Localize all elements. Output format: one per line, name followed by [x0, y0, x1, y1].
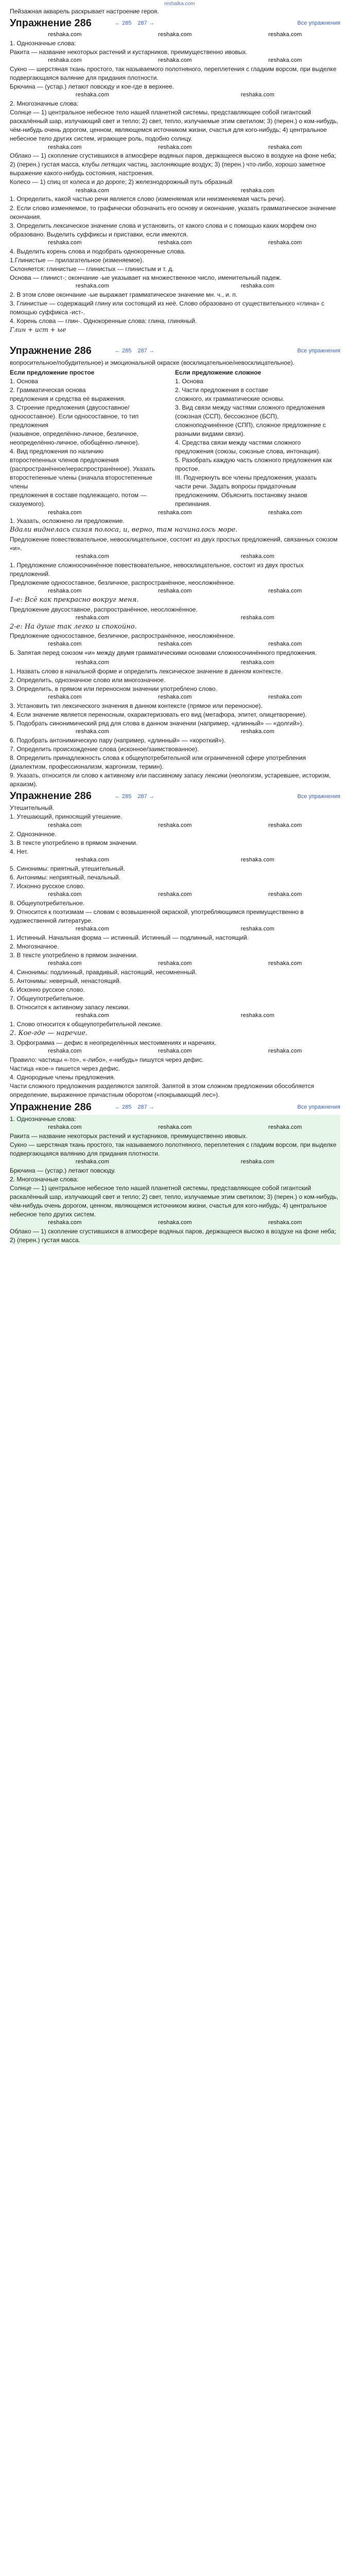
- watermark-text: reshaka.com: [240, 856, 275, 863]
- watermark-text: reshaka.com: [48, 588, 82, 595]
- watermark-row: [10, 587, 340, 596]
- watermark-text: reshaka.com: [240, 553, 275, 560]
- watermark-text: reshaka.com: [48, 1047, 82, 1054]
- watermark-text: reshaka.com: [240, 925, 275, 932]
- plan-item: 1. Основа: [175, 377, 203, 385]
- text-line: Сукно — шерстяная ткань простого, так называемого полотняного, переплетения с гладким ворсом, при выделке подвергающаяся валянию для придания плотности.: [10, 1141, 337, 1157]
- watermark-text: reshaka.com: [240, 1012, 275, 1019]
- plan-item: 4. Средства связи между частями сложного предложения (союзы, союзные слова, интонация).: [175, 439, 321, 455]
- text-line: 3. Глинистые — содержащий глину или состоящий из неё. Слово образовано от существительного «глина» с помощью суффикса -ист-.: [10, 299, 324, 316]
- exercise-block-4: [10, 1101, 340, 1245]
- watermark-text: reshaka.com: [240, 728, 275, 735]
- nav-group: [113, 1103, 156, 1112]
- plan-item: III. Подчеркнуть все члены предложения, указать части речи. Задать вопросы придаточным предложениям. Объяснить постановку знаков препинания.: [175, 474, 317, 508]
- watermark-text: reshaka.com: [268, 1219, 302, 1226]
- watermark-text: reshaka.com: [268, 960, 302, 967]
- watermark-row: [10, 693, 340, 702]
- document-page: [8, 0, 342, 1245]
- text-line: 4. Однородные члены предложения.: [10, 1073, 115, 1081]
- all-exercises-link[interactable]: Все упражнения: [297, 348, 340, 354]
- prev-exercise-button[interactable]: ← 285: [115, 20, 132, 27]
- watermark-row: [10, 1012, 340, 1020]
- text-line: 6. Подобрать антонимическую пару (например, «длинный» — «короткий»).: [10, 737, 226, 744]
- watermark-text: reshaka.com: [268, 891, 302, 897]
- text-line: Ракита — название некоторых растений и кустарников, преимущественно ивовых.: [10, 1132, 248, 1140]
- watermark-text: reshaka.com: [158, 641, 192, 648]
- nav-group: [113, 19, 156, 28]
- watermark-text: reshaka.com: [158, 239, 192, 246]
- watermark-text: reshaka.com: [75, 659, 110, 666]
- watermark-text: reshaka.com: [48, 1124, 82, 1130]
- plan-item: сложного, их грамматические основы.: [175, 395, 285, 403]
- watermark-row: [10, 31, 340, 39]
- text-line: Облако — 1) скопление сгустившихся в атмосфере водяных паров, держащееся высоко в воздухе на фоне неба; 2) (перен.) густая масса, клубы летящих частиц, заслоняющие воздух; 3) (перен.) что-либо, хорошо заметное выражение какого-нибудь состояния, настроения.: [10, 152, 336, 177]
- prev-exercise-button[interactable]: ← 285: [115, 348, 132, 354]
- text-line: 3. В тексте употреблено в прямом значении.: [10, 951, 138, 959]
- watermark-text: reshaka.com: [240, 187, 275, 194]
- text-line: Предложение односоставное, безличное, распространённое, неосложнённое.: [10, 632, 235, 640]
- watermark-row: [10, 659, 340, 667]
- watermark-text: reshaka.com: [268, 1124, 302, 1130]
- text-line: 2. Многозначные слова:: [10, 100, 79, 108]
- exercise-title: Упражнение 286: [10, 1101, 92, 1113]
- watermark-row: [10, 1124, 340, 1132]
- text-line: 5. Синонимы: приятный, утешительный.: [10, 865, 125, 872]
- sentence-part: 2-е: На душе так легко и спокойно.: [10, 622, 137, 631]
- watermark-text: reshaka.com: [75, 614, 110, 621]
- plan-item: 3. Строение предложения (двусоставное/односоставное). Если односоставное, то тип предложения: [10, 404, 139, 429]
- watermark-row: [10, 891, 340, 899]
- watermark-text: reshaka.com: [158, 1219, 192, 1226]
- watermark-text: reshaka.com: [75, 728, 110, 735]
- text-line: 4. Синонимы: подлинный, правдивый, настоящий, несомненный.: [10, 968, 197, 976]
- text-line: Колесо — 1) спиц от колеса и до дороге; 2) железнодорожный путь образный: [10, 178, 233, 186]
- watermark-row: [10, 1158, 340, 1166]
- watermark-text: reshaka.com: [48, 641, 82, 648]
- prev-exercise-button[interactable]: ← 285: [115, 1104, 132, 1110]
- watermark-text: reshaka.com: [48, 960, 82, 967]
- watermark-text: reshaka.com: [158, 57, 192, 64]
- text-line: 7. Общеупотребительное.: [10, 994, 85, 1002]
- next-exercise-button[interactable]: 287 →: [137, 1104, 154, 1110]
- watermark-text: reshaka.com: [268, 588, 302, 595]
- text-line: 7. Определить происхождение слова (исконное/заимствованное).: [10, 745, 199, 753]
- watermark-text: reshaka.com: [158, 509, 192, 516]
- watermark-text: reshaka.com: [158, 144, 192, 150]
- text-line: 4. Выделить корень слова и подобрать однокоренные слова.: [10, 247, 186, 255]
- exercise-block-2: [10, 345, 340, 657]
- exercise-title: Упражнение 286: [10, 18, 92, 29]
- watermark-text: reshaka.com: [48, 239, 82, 246]
- text-line: Солнце — 1) центральное небесное тело нашей планетной системы, представляющее собой гигантский раскалённый шар, излучающий свет и тепло; 2) свет, тепло, излучаемые этим светилом; 3) (перен.) о ком-нибудь, чём-нибудь очень дорогом, ценном, являющемся источником жизни, счастья для кого-нибудь; 4) центральное небесное тело других систем, играющее роль, подобно солнцу.: [10, 109, 339, 143]
- next-exercise-button[interactable]: 287 →: [137, 20, 154, 27]
- all-exercises-link[interactable]: Все упражнения: [297, 793, 340, 800]
- text-line: 8. Относится к активному запасу лексики.: [10, 1004, 130, 1011]
- watermark-row: [10, 1047, 340, 1056]
- watermark-text: reshaka.com: [268, 57, 302, 64]
- watermark-row: [10, 57, 340, 65]
- text-line: 3. Орфограмма — дефис в неопределённых местоимениях и наречиях.: [10, 1039, 217, 1046]
- right-column: [175, 377, 340, 509]
- text-line: 6. Антонимы: неприятный, печальный.: [10, 873, 120, 881]
- text-line: Предложение двусоставное, распространённое, неосложнённое.: [10, 605, 198, 613]
- watermark-text: reshaka.com: [240, 1159, 275, 1165]
- watermark-text: reshaka.com: [240, 614, 275, 621]
- plan-item: 2. Части предложения в составе: [175, 386, 269, 394]
- watermark-text: reshaka.com: [48, 509, 82, 516]
- watermark-text: reshaka.com: [268, 694, 302, 701]
- watermark-text: reshaka.com: [75, 856, 110, 863]
- intro-line: Пейзажная акварель раскрывает настроение героя.: [10, 8, 159, 15]
- text-line: 4. Если значение является переносным, охарактеризовать его вид (метафора, эпитет, олицетворение).: [10, 711, 307, 719]
- exercise-title: Упражнение 286: [10, 790, 92, 802]
- exercise-title: Упражнение 286: [10, 345, 92, 357]
- watermark-text: reshaka.com: [158, 694, 192, 701]
- watermark-text: reshaka.com: [158, 1047, 192, 1054]
- text-line: 3. Установить тип лексического значения в данном контексте (прямое или переносное).: [10, 702, 262, 710]
- text-line: Основа — глинист-; окончание -ые указывает на множественное число, именительный падеж.: [10, 274, 282, 281]
- text-line: 6. Исконно русское слово.: [10, 986, 85, 993]
- watermark-row: [10, 614, 340, 622]
- text-line: Ракита — название некоторых растений и кустарников, преимущественно ивовых.: [10, 48, 248, 56]
- top-bar: [10, 0, 340, 7]
- text-line: Склоняется: глинистые — глинистых — глинистым и т. д.: [10, 265, 174, 273]
- text-line: 9. Указать, относится ли слово к активному или пассивному запасу лексики (неологизм, устаревшее, историзм, архаизм).: [10, 772, 331, 788]
- watermark-text: reshaka.com: [158, 822, 192, 828]
- watermark-text: reshaka.com: [75, 187, 110, 194]
- text-line: 1. Однозначные слова:: [10, 40, 76, 47]
- watermark-text: reshaka.com: [268, 641, 302, 648]
- text-line: 1. Предложение сложносочинённое повествовательное, невосклицательное, состоит из двух простых предложений.: [10, 561, 304, 578]
- plan-item: предложения в составе подлежащего, потом — сказуемого).: [10, 492, 147, 508]
- text-line: Б. Запятая перед союзом «и» между двумя грамматическими основами сложносочинённого предложения.: [10, 649, 317, 657]
- watermark-text: reshaka.com: [48, 144, 82, 150]
- word-schema: Глин + ист + ые: [10, 326, 66, 333]
- watermark-text: reshaka.com: [75, 1012, 110, 1019]
- nav-group: [113, 792, 156, 802]
- text-line: Утешительный.: [10, 804, 55, 812]
- nav-group: [113, 347, 156, 356]
- watermark-row: [10, 1219, 340, 1227]
- plan-item: 3. Вид связи между частями сложного предложения (союзная (ССП), бессоюзное (БСП), сложноподчинённое (СПП), сложное предложение с разными видами связи).: [175, 404, 326, 438]
- text-line: Предложение односоставное, безличное, распространённое, неосложнённое.: [10, 579, 235, 587]
- text-line: Правило: частицы «-то», «-либо», «-нибудь» пишутся через дефис.: [10, 1056, 204, 1063]
- site-link[interactable]: reshalka.com: [164, 1, 195, 7]
- text-line: 2. Если слово изменяемое, то графически обозначить его основу и окончание, указать грамматическое значение окончания.: [10, 204, 336, 221]
- watermark-text: reshaka.com: [158, 1124, 192, 1130]
- watermark-row: [10, 143, 340, 151]
- text-line: 5. Антонимы: неверный, ненастоящий.: [10, 977, 121, 985]
- text-line: 7. Исконно русское слово.: [10, 882, 85, 890]
- plan-item: (назывное, определённо-личное, безличное, неопределённо-личное, обобщённо-личное).: [10, 430, 139, 447]
- watermark-text: reshaka.com: [240, 92, 275, 98]
- text-line: 2. В этом слове окончание -ые выражает грамматическое значение мн. ч., и. п.: [10, 291, 238, 298]
- watermark-row: [10, 187, 340, 195]
- text-line: 3. В тексте употреблено в прямом значении.: [10, 839, 138, 846]
- watermark-text: reshaka.com: [75, 553, 110, 560]
- watermark-row: [10, 640, 340, 649]
- watermark-text: reshaka.com: [158, 31, 192, 38]
- text-line: Предложение повествовательное, невосклицательное, состоит из двух простых предложений, связанных союзом «и».: [10, 535, 338, 552]
- plan-item: 1. Основа: [10, 377, 38, 385]
- watermark-text: reshaka.com: [75, 925, 110, 932]
- text-line: 1. Назвать слово в начальной форме и определить лексическое значение в данном контексте.: [10, 668, 283, 675]
- watermark-row: [10, 822, 340, 830]
- watermark-row: [10, 91, 340, 99]
- text-line: 2. Многозначные слова:: [10, 1175, 79, 1183]
- header-right: Если предложение сложное: [175, 368, 261, 376]
- text-line: 5. Подобрать синонимический ряд для слова в данном значении (например, «длинный» — «долгий»).: [10, 720, 304, 727]
- text-line: 1.Глинистые — прилагательное (изменяемое).: [10, 256, 144, 264]
- word-form: 2. Кое-где — наречие.: [10, 1029, 87, 1038]
- text-line: Облако — 1) скопление сгустившихся в атмосфере водяных паров, держащееся высоко в воздухе на фоне неба; 2) (перен.) густая масса.: [10, 1228, 336, 1244]
- watermark-row: [10, 856, 340, 865]
- watermark-text: reshaka.com: [75, 92, 110, 98]
- text-line: 1. Определить, какой частью речи является слово (изменяемая или неизменяемая часть речи).: [10, 195, 286, 203]
- watermark-text: reshaka.com: [268, 1047, 302, 1054]
- watermark-row: [10, 282, 340, 291]
- watermark-text: reshaka.com: [75, 1159, 110, 1165]
- watermark-text: reshaka.com: [268, 509, 302, 516]
- text-line: Сукно — шерстяная ткань простого, так называемого полотняного, переплетения с гладким ворсом, при выделке подвергающаяся валяние для придания плотности.: [10, 65, 337, 82]
- text-line: 1. Указать, осложнено ли предложение.: [10, 517, 125, 525]
- all-exercises-link[interactable]: Все упражнения: [297, 20, 340, 27]
- watermark-text: reshaka.com: [48, 891, 82, 897]
- text-line: Брючина — (устар.) летают повсюду.: [10, 1166, 116, 1174]
- watermark-text: reshaka.com: [48, 694, 82, 701]
- text-line: 1. Однозначные слова:: [10, 1115, 76, 1123]
- exercise-block-1: [10, 7, 340, 343]
- watermark-text: reshaka.com: [48, 57, 82, 64]
- watermark-text: reshaka.com: [268, 144, 302, 150]
- plan-item: второстепенных членов предложения (распространённое/нераспространённое). Указать второстепенные члены (значала второстепенные члены: [10, 456, 155, 490]
- text-line: 4. Корень слова — глин-. Однокоренные слова: глина, глиняный.: [10, 317, 197, 325]
- plan-item: предложения и средства её выражения.: [10, 395, 126, 403]
- watermark-row: [10, 509, 340, 517]
- text-line: Частица «кое-» пишется через дефис.: [10, 1064, 120, 1072]
- watermark-row: [10, 925, 340, 934]
- watermark-text: reshaka.com: [158, 891, 192, 897]
- text-line: 9. Относится к поэтизмам — словам с возвышенной окраской, употребляющимся преимущественно в художественной литературе.: [10, 908, 304, 924]
- plan-item: 5. Разобрать каждую часть сложного предложения как простое.: [175, 456, 332, 473]
- text-line: 8. Общеупотребительное.: [10, 899, 85, 907]
- text-line: 3. Определить лексическое значение слова и установить, от какого слова и с помощью каких морфем оно образовано. Выделить суффиксы и приставки, если имеются.: [10, 222, 317, 238]
- text-line: Брючина — (устар.) летают повсюду и кое-где в верхнее.: [10, 83, 174, 91]
- two-column-plan: [10, 377, 340, 509]
- prev-exercise-button[interactable]: ← 285: [115, 793, 132, 800]
- highlighted-answer: [10, 1115, 340, 1245]
- text-line: [10, 334, 340, 343]
- plan-item: 4. Вид предложения по наличию: [10, 448, 103, 455]
- exercise-block-3: [10, 659, 340, 1099]
- text-line: 1. Слово относится к общеупотребительной лексике.: [10, 1021, 163, 1028]
- header-left: Если предложение простое: [10, 368, 95, 376]
- watermark-text: reshaka.com: [48, 1219, 82, 1226]
- text-line: 4. Нет.: [10, 848, 28, 855]
- left-column: [10, 377, 175, 509]
- text-line: 8. Определить принадлежность слова к общеупотребительной или ограниченной сфере употребления (диалектизм, профессионализм, жаргонизм, термин).: [10, 754, 306, 771]
- watermark-row: [10, 553, 340, 561]
- watermark-row: [10, 728, 340, 736]
- text-line: 2. Определить, однозначное слово или многозначное.: [10, 676, 166, 684]
- watermark-row: [10, 239, 340, 247]
- watermark-text: reshaka.com: [75, 282, 110, 289]
- watermark-text: reshaka.com: [158, 960, 192, 967]
- text-line: 2. Однозначное.: [10, 830, 57, 838]
- all-exercises-link[interactable]: Все упражнения: [297, 1104, 340, 1110]
- watermark-text: reshaka.com: [268, 239, 302, 246]
- text-line: 2. Многозначное.: [10, 942, 59, 950]
- plan-item: 2. Грамматическая основа: [10, 386, 86, 394]
- watermark-text: reshaka.com: [268, 822, 302, 828]
- text-line: 3. Определить, в прямом или переносном значении употреблено слово.: [10, 685, 218, 693]
- watermark-text: reshaka.com: [240, 282, 275, 289]
- next-exercise-button[interactable]: 287 →: [137, 793, 154, 800]
- watermark-text: reshaka.com: [48, 31, 82, 38]
- example-sentence: Вдали виднелась сизая полоса, и, верно, там начиналось море.: [10, 526, 238, 534]
- table-header: [10, 368, 340, 377]
- text-line: вопросительное/побудительное) и эмоциональной окраске (восклицательное/невосклицательное).: [10, 359, 295, 366]
- watermark-text: reshaka.com: [240, 659, 275, 666]
- text-line: Солнце — 1) центральное небесное тело нашей планетной системы, представляющее собой гигантский раскалённый шар, излучающий свет и тепло; 2) свет, тепло, излучаемые этим светилом; 3) (перен.) о ком-нибудь, чём-нибудь очень дорогом, ценном, являющемся источником жизни, счастья для кого-нибудь; 4) центральное небесное тело других систем.: [10, 1184, 339, 1218]
- watermark-row: [10, 960, 340, 968]
- watermark-text: reshaka.com: [268, 31, 302, 38]
- sentence-part: 1-е: Всё как прекрасно вокруг меня.: [10, 596, 139, 604]
- watermark-text: reshaka.com: [158, 588, 192, 595]
- next-exercise-button[interactable]: 287 →: [137, 348, 154, 354]
- text-line: 1. Утешающий, приносящий утешение.: [10, 813, 122, 821]
- text-line: Части сложного предложения разделяются запятой. Запятой в этом сложном предложении обособляется определение, выраженное причастным оборотом («покрывающий лес»).: [10, 1082, 314, 1098]
- watermark-text: reshaka.com: [48, 822, 82, 828]
- text-line: 1. Истинный. Начальная форма — истинный. Истинный — подлинный, настоящий.: [10, 934, 249, 941]
